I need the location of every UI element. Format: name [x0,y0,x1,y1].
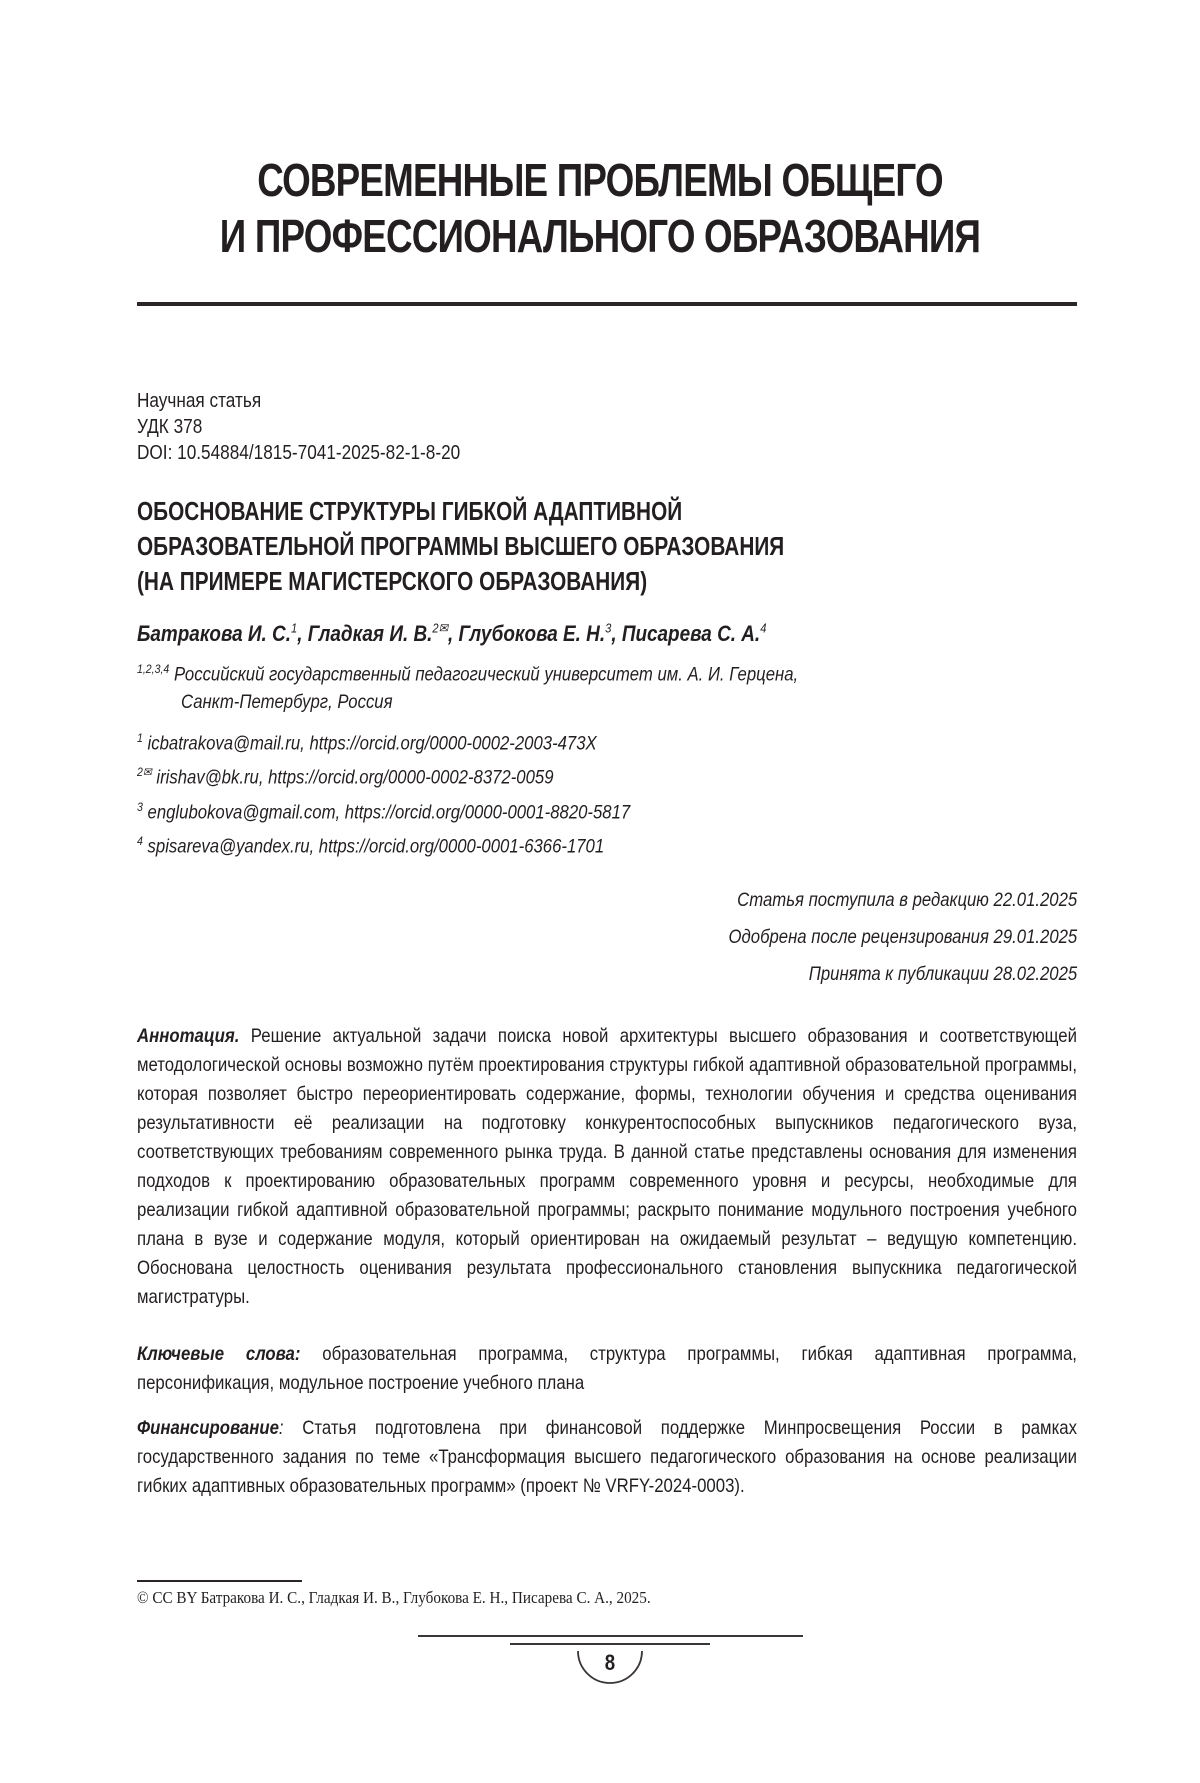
contact-item: $^4$ spisareva@yandex.ru, https://orcid.org/0000-0001-6366-1701 [137,833,605,858]
section-title [0,152,1200,264]
author: Глубокова Е. Н.$^3$, [458,621,622,647]
keywords-text: образовательная программа, структура программы, гибкая адаптивная программа, персонификация, модульное построение учебного плана [137,1343,1077,1394]
publication-dates [728,882,1077,993]
section-title-line-2: И ПРОФЕССИОНАЛЬНОГО ОБРАЗОВАНИЯ [219,210,981,262]
page-number: 8 [604,1650,616,1675]
affiliation-line-2: Санкт-Петербург, Россия [181,692,393,714]
envelope-icon: 2✉ [432,621,448,636]
annotation-label: Аннотация. [137,1025,240,1047]
date-approved: Одобрена после рецензирования 29.01.2025 [728,927,1077,948]
article-title-line-1: ОБОСНОВАНИЕ СТРУКТУРЫ ГИБКОЙ АДАПТИВНОЙ [137,496,683,526]
funding: Финансирование: Статья подготовлена при финансовой поддержке Минпросвещения России в рамках государственного задания по теме «Трансформация высшего педагогического образования на основе реализации гибких адаптивных образовательных программ» (проект № VRFY-2024-0003). [137,1417,1077,1497]
folio-rule-long [418,1635,803,1637]
folio-rule-short [510,1643,710,1645]
envelope-icon: 2✉ [137,765,152,780]
footnote-rule [137,1580,302,1582]
contact-item: $^1$ icbatrakova@mail.ru, https://orcid.org/0000-0002-2003-473X [137,731,597,755]
author: Батракова И. С.$^1$, [137,621,308,647]
udc-code: УДК 378 [137,416,203,438]
contact-item: $^{2✉}$ irishav@bk.ru, https://orcid.org/0000-0002-8372-0059 [137,765,554,789]
article-meta [137,388,513,466]
section-title-rule [137,302,1077,306]
date-accepted: Принята к публикации 28.02.2025 [808,964,1077,985]
doi[interactable]: DOI: 10.54884/1815-7041-2025-82-1-8-20 [137,442,461,464]
keywords-label: Ключевые слова: [137,1343,301,1365]
affiliation-line-1: Российский государственный педагогический университет им. А. И. Герцена, [173,664,799,686]
section-title-line-1: СОВРЕМЕННЫЕ ПРОБЛЕМЫ ОБЩЕГО [257,154,943,206]
author-list [137,615,766,648]
copyright-notice: © CC BY Батракова И. С., Гладкая И. В., Глубокова Е. Н., Писарева С. А., 2025. [137,1588,651,1607]
contact-item: $^3$ englubokova@gmail.com, https://orcid.org/0000-0001-8820-5817 [137,799,631,823]
author: Гладкая И. В.$^{2✉}$, [307,621,459,647]
affiliation: $^{1,2,3,4}$ Российский государственный педагогический университет им. А. И. Герцена, Санкт-Петербург, Россия [137,655,798,717]
contact-list [137,724,630,861]
author: Писарева С. А.$^4$ [621,621,767,647]
article-title-line-2: ОБРАЗОВАТЕЛЬНОЙ ПРОГРАММЫ ВЫСШЕГО ОБРАЗОВАНИЯ [137,531,785,561]
article-title-line-3: (НА ПРИМЕРЕ МАГИСТЕРСКОГО ОБРАЗОВАНИЯ) [137,566,648,596]
article-title [137,494,946,599]
annotation [137,1022,1077,1312]
keywords [137,1340,1077,1398]
funding-label: Финансирование [137,1417,279,1439]
funding-text: Статья подготовлена при финансовой поддержке Минпросвещения России в рамках государственного задания по теме «Трансформация высшего педагогического образования на основе реализации гибких адаптивных образовательных программ» (проект № VRFY-2024-0003). [137,1417,1077,1497]
date-received: Статья поступила в редакцию 22.01.2025 [736,890,1077,911]
article-type: Научная статья [137,390,262,412]
annotation-text: Решение актуальной задачи поиска новой архитектуры высшего образования и соответствующей методологической основы возможно путём проектирования структуры гибкой адаптивной образовательной программы, которая позволяет быстро переориентировать содержание, формы, технологии обучения и средства оценивания результативности её реализации на подготовку конкурентоспособных выпускников педагогического вуза, соответствующих требованиям современного рынка труда. В данной статье представлены основания для изменения подходов к проектированию образовательных программ современного уровня и ресурсы, необходимые для реализации гибкой адаптивной образовательной программы; раскрыто понимание модульного построения учебного плана в вузе и содержание модуля, который ориентирован на ожидаемый результат – ведущую компетенцию. Обоснована целостность оценивания результата профессионального становления выпускника педагогической магистратуры. [137,1025,1077,1308]
